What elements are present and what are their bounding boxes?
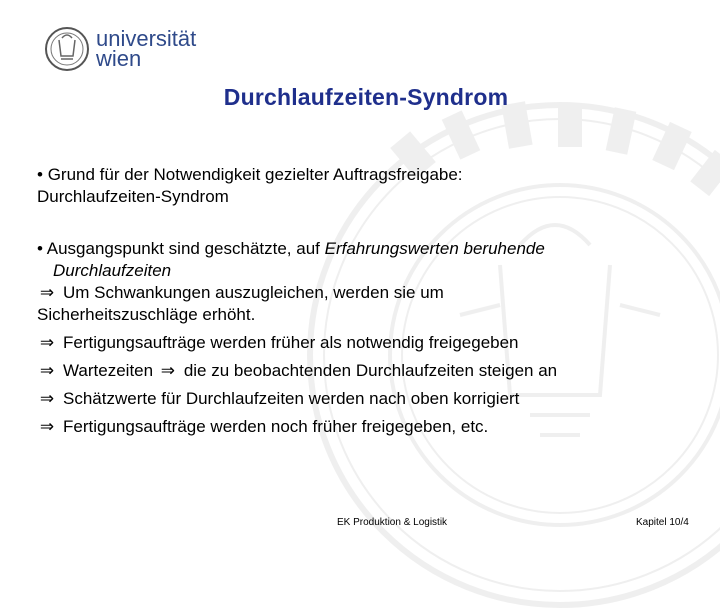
reason-continuation: Durchlaufzeiten-Syndrom (37, 187, 229, 206)
footer-course-name: EK Produktion & Logistik (337, 517, 448, 528)
bullet-glyph: • (37, 239, 43, 258)
implies-arrow-icon: ⇒ (39, 361, 55, 380)
implication-line (37, 388, 677, 410)
implies-arrow-icon: ⇒ (39, 417, 55, 436)
implication-text: Um Schwankungen auszugleichen, werden sie um (63, 283, 444, 302)
implication-text-part1: Wartezeiten (63, 361, 154, 380)
footer-page-number: Kapitel 10/4 (636, 517, 689, 528)
implication-line (37, 416, 677, 438)
implication-text: Schätzwerte für Durchlaufzeiten werden nach oben korrigiert (63, 389, 520, 408)
implication-continuation: Sicherheitszuschläge erhöht. (37, 305, 256, 324)
bullet-line (37, 238, 677, 260)
slide-content (37, 164, 677, 438)
bullet-block-starting-point (37, 238, 677, 438)
implication-text-part2: die zu beobachtenden Durchlaufzeiten steigen an (183, 361, 558, 380)
implication-line (37, 360, 677, 382)
implication-text: Fertigungsaufträge werden noch früher freigegeben, etc. (63, 417, 489, 436)
implication-line (37, 282, 677, 304)
implication-line (37, 332, 677, 354)
slide-title: Durchlaufzeiten-Syndrom (223, 84, 509, 110)
implication-text: Fertigungsaufträge werden früher als notwendig freigegeben (63, 333, 519, 352)
implies-arrow-icon: ⇒ (39, 389, 55, 408)
starting-point-italic: Erfahrungswerten beruhende (324, 239, 545, 258)
university-logo (44, 26, 244, 76)
bullet-glyph: • (37, 165, 43, 184)
implies-arrow-icon: ⇒ (39, 283, 55, 302)
implies-arrow-icon: ⇒ (160, 361, 175, 380)
bullet-block-reason (37, 164, 677, 208)
starting-point-text: Ausgangspunkt sind geschätzte, auf (46, 239, 325, 258)
starting-point-italic-continuation: Durchlaufzeiten (53, 261, 172, 280)
university-seal-icon (44, 26, 90, 72)
reason-text: Grund für der Notwendigkeit gezielter Auftragsfreigabe: (47, 165, 463, 184)
implies-arrow-icon: ⇒ (39, 333, 55, 352)
logo-line2: wien (96, 46, 142, 71)
bullet-line (37, 164, 677, 186)
university-wordmark (96, 26, 246, 72)
logo-line1: universität (96, 26, 197, 51)
